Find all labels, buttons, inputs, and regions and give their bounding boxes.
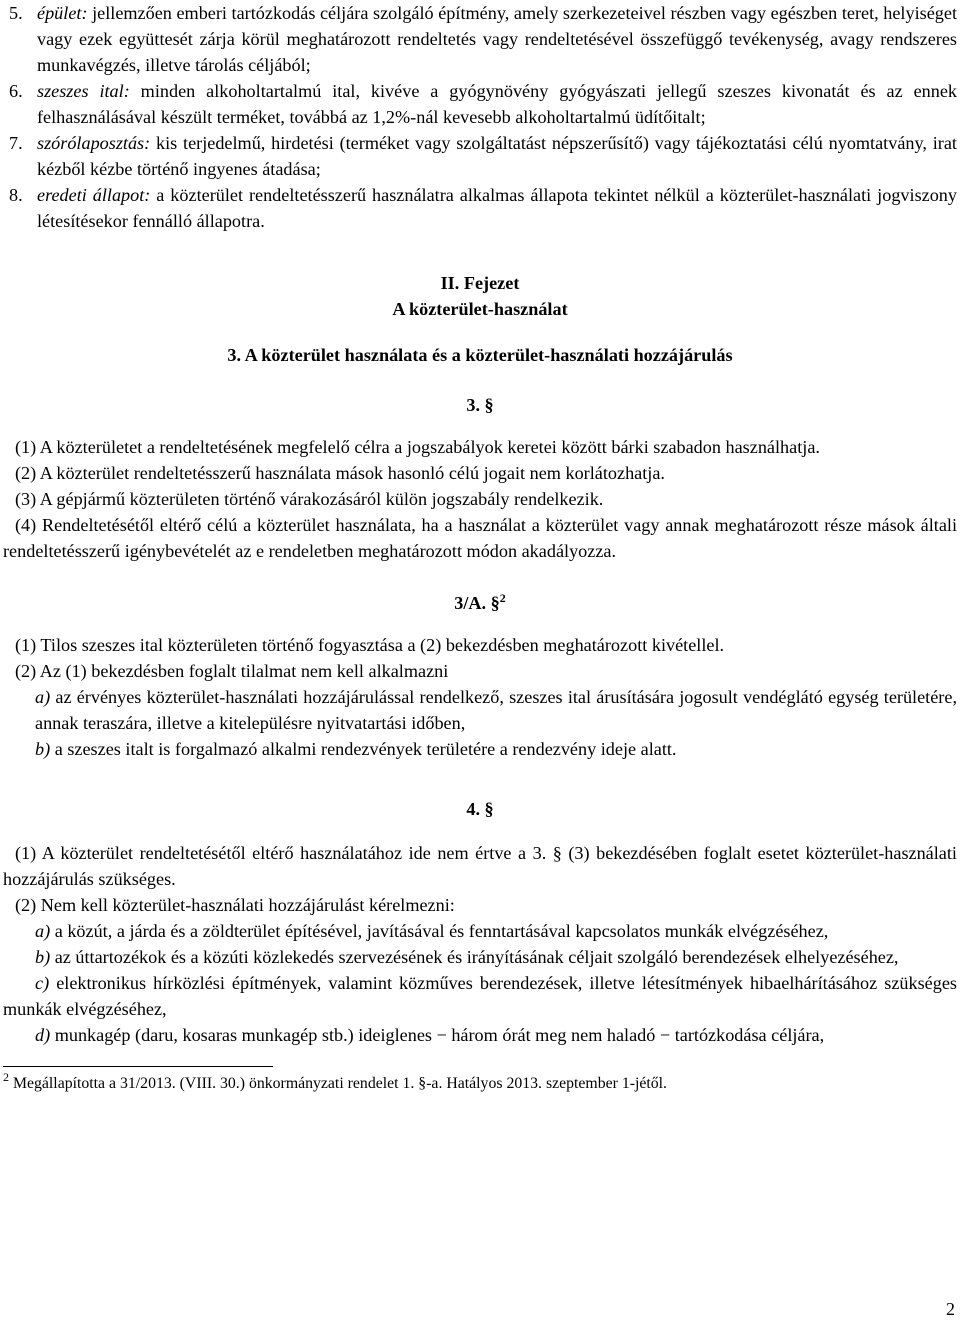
item-label: b) [35, 739, 51, 759]
chapter-title: A közterület-használat [392, 299, 568, 319]
footnote-separator [3, 1066, 273, 1067]
chapter-number: II. Fejezet [440, 273, 520, 293]
item-label: a) [35, 921, 51, 941]
paragraph-3a-item-a [3, 684, 957, 736]
paragraph-3a-item-b [3, 736, 957, 762]
definition-term: szeszes ital: [37, 81, 130, 101]
document-page [3, 0, 957, 1095]
paragraph-3a-2: (2) Az (1) bekezdésben foglalt tilalmat nem kell alkalmazni [15, 661, 449, 681]
paragraph-3-4: (4) Rendeltetésétől eltérő célú a közterület használata, ha a használat a közterület vagy annak meghatározott része mások általi rendeltetésszerű igénybevételét az e rendeletben meghatározott módon akadályozza. [3, 515, 957, 561]
footnote-ref: 2 [499, 591, 506, 605]
paragraph-sign-3a [3, 590, 957, 616]
item-text: a szeszes italt is forgalmazó alkalmi rendezvények területére a rendezvény ideje alatt. [50, 739, 677, 759]
definition-item [3, 182, 957, 234]
item-text: munkagép (daru, kosaras munkagép stb.) ideiglenes − három órát meg nem haladó − tartózkodása céljára, [50, 1025, 825, 1045]
definition-item [3, 130, 957, 182]
definition-item [3, 0, 957, 78]
definition-term: épület: [37, 3, 88, 23]
paragraph-4-item [3, 944, 957, 970]
footnote [3, 1070, 957, 1095]
paragraph-4-item [3, 970, 957, 1022]
paragraph-3-1: (1) A közterületet a rendeltetésének megfelelő célra a jogszabályok keretei között bárki szabadon használhatja. [15, 437, 820, 457]
paragraph-3-3: (3) A gépjármű közterületen történő várakozásáról külön jogszabály rendelkezik. [15, 489, 604, 509]
definition-term: szórólaposztás: [37, 133, 151, 153]
definition-number: 6. [9, 81, 23, 101]
definition-item [3, 78, 957, 130]
item-text: elektronikus hírközlési építmények, valamint közműves berendezések, illetve létesítmények hibaelhárításához szükséges munkák elvégzéséhez, [3, 973, 957, 1019]
definition-number: 5. [9, 3, 23, 23]
paragraph-4-2: (2) Nem kell közterület-használati hozzájárulást kérelmezni: [15, 895, 455, 915]
paragraph-3a-body [3, 632, 957, 762]
item-label: c) [35, 973, 50, 993]
footnote-text: Megállapította a 31/2013. (VIII. 30.) önkormányzati rendelet 1. §-a. Hatályos 2013. szeptember 1-jétől. [9, 1075, 668, 1092]
item-label: d) [35, 1025, 51, 1045]
definition-text: jellemzően emberi tartózkodás céljára szolgáló építmény, amely szerkezeteivel részben vagy egészben teret, helyiséget vagy ezek együttesét zárja körül meghatározott rendeltetés vagy rendeltetésével összefüggő tevékenység, avagy rendszeres munkavégzés, illetve tárolás céljából; [37, 3, 957, 75]
paragraph-3-2: (2) A közterület rendeltetésszerű használata mások hasonló célú jogait nem korlátozhatja. [15, 463, 665, 483]
paragraph-3-body [3, 434, 957, 564]
definition-text: a közterület rendeltetésszerű használatra alkalmas állapota tekintet nélkül a közterület-használati jogviszony létesítésekor fennálló állapotra. [37, 185, 957, 231]
paragraph-sign-4: 4. § [466, 799, 494, 819]
paragraph-4-body [3, 840, 957, 1048]
definition-number: 7. [9, 133, 23, 153]
paragraph-4-1: (1) A közterület rendeltetésétől eltérő használatához ide nem értve a 3. § (3) bekezdésében foglalt esetet közterület-használati hozzájárulás szükséges. [3, 843, 957, 889]
definition-term: eredeti állapot: [37, 185, 151, 205]
page-number: 2 [946, 1299, 955, 1319]
item-text: az úttartozékok és a közúti közlekedés szervezésének és irányításának céljait szolgáló berendezések elhelyezéséhez, [50, 947, 899, 967]
item-label: b) [35, 947, 51, 967]
item-label: a) [35, 687, 51, 707]
footnote-number: 2 [3, 1070, 9, 1084]
definition-number: 8. [9, 185, 23, 205]
section-heading: 3. A közterület használata és a közterület-használati hozzájárulás [227, 345, 733, 365]
definitions-list [3, 0, 957, 234]
paragraph-sign-3a-text: 3/A. § [454, 593, 500, 613]
definition-text: kis terjedelmű, hirdetési (terméket vagy szolgáltatást népszerűsítő) vagy tájékoztatási célú nyomtatvány, irat kézből kézbe történő ingyenes átadása; [37, 133, 957, 179]
definition-text: minden alkoholtartalmú ital, kivéve a gyógynövény gyógyászati jellegű szeszes kivonatát és az ennek felhasználásával készült terméket, továbbá az 1,2%-nál kevesebb alkoholtartalmú üdítőitalt; [37, 81, 957, 127]
item-text: az érvényes közterület-használati hozzájárulással rendelkező, szeszes ital árusítására jogosult vendéglátó egység területére, annak teraszára, illetve a kitelepülésre nyitvatartási időben, [35, 687, 957, 733]
paragraph-sign-3: 3. § [466, 395, 494, 415]
paragraph-4-item [3, 1022, 957, 1048]
paragraph-3a-1: (1) Tilos szeszes ital közterületen történő fogyasztása a (2) bekezdésben meghatározott kivétellel. [15, 635, 725, 655]
item-text: a közút, a járda és a zöldterület építésével, javításával és fenntartásával kapcsolatos munkák elvégzéséhez, [50, 921, 829, 941]
paragraph-4-item [3, 918, 957, 944]
